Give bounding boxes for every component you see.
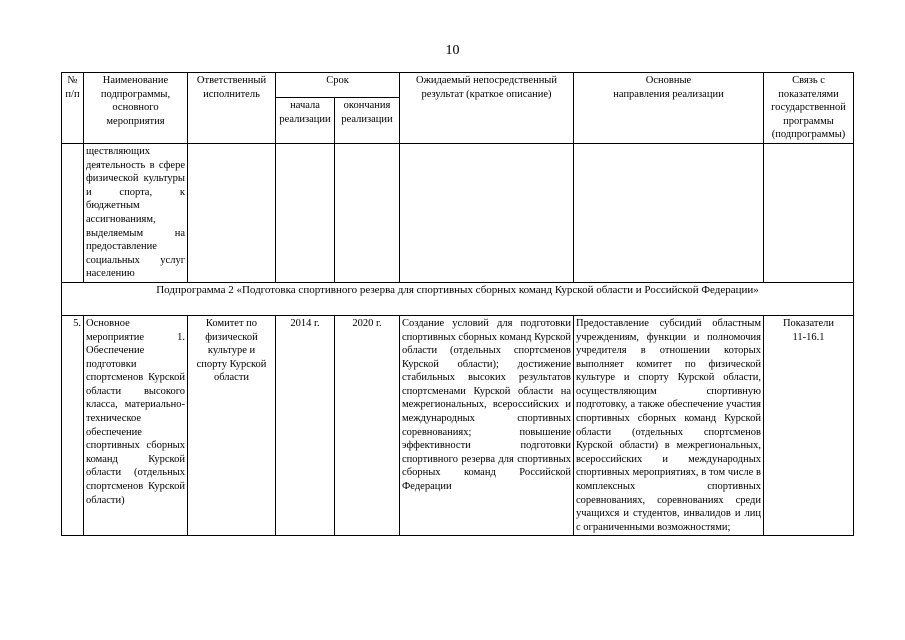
- header-responsible: Ответственный исполнитель: [188, 73, 276, 144]
- header-name: Наименование подпрограммы, основного мероприятия: [84, 73, 188, 144]
- table-row: [62, 315, 854, 536]
- row-link: Показатели 11-16.1: [764, 315, 854, 536]
- row-start: 2014 г.: [276, 315, 335, 536]
- subprogram-title: Подпрограмма 2 «Подготовка спортивного резерва для спортивных сборных команд Курской области и Российской Федерации»: [62, 282, 854, 315]
- continuation-num-cell: [62, 143, 84, 282]
- header-directions: Основные направления реализации: [574, 73, 764, 144]
- row-num: 5.: [62, 315, 84, 536]
- continuation-result-cell: [400, 143, 574, 282]
- row-responsible: Комитет по физической культуре и спорту Курской области: [188, 315, 276, 536]
- continuation-name-cell: ществляющих деятельность в сфере физической культуры и спорта, к бюджетным ассигнованиям, выделяемым на предоставление социальных услуг населению: [84, 143, 188, 282]
- header-start: начала реализации: [276, 98, 335, 144]
- subprogram-row: [62, 282, 854, 315]
- row-directions: Предоставление субсидий областным учреждениям, функции и полномочия учредителя в отношении которых выполняет комитет по физической культуре и спорту Курской области, осуществляющим спортивную подготовку, а также обеспечение участия спортивных сборных команд Курской области (отдельных спортсменов Курской области) в межрегиональных, всероссийских и международных спортивных мероприятиях, в том числе в комплексных спортивных соревнованиях, соревнованиях среди учащихся и студентов, инвалидов и лиц с ограниченными возможностями;: [574, 315, 764, 536]
- continuation-start-cell: [276, 143, 335, 282]
- continuation-resp-cell: [188, 143, 276, 282]
- continuation-link-cell: [764, 143, 854, 282]
- continuation-row: [62, 143, 854, 282]
- header-result: Ожидаемый непосредственный результат (краткое описание): [400, 73, 574, 144]
- program-table: [61, 72, 854, 536]
- row-end: 2020 г.: [335, 315, 400, 536]
- page-number: 10: [445, 43, 460, 58]
- continuation-directions-cell: [574, 143, 764, 282]
- continuation-end-cell: [335, 143, 400, 282]
- header-end: окончания реализации: [335, 98, 400, 144]
- header-row: [62, 73, 854, 98]
- row-result: Создание условий для подготовки спортивных сборных команд Курской области (отдельных спортсменов Курской области); достижение стабильных высоких результатов спортсменами Курской области на межрегиональных, всероссийских и международных спортивных соревнованиях; повышение эффективности подготовки спортивного резерва для спортивных сборных команд Российской Федерации: [400, 315, 574, 536]
- header-num: № п/п: [62, 73, 84, 144]
- header-link: Связь с показателями государственной программы (подпрограммы): [764, 73, 854, 144]
- header-term: Срок: [276, 73, 400, 98]
- row-name: Основное мероприятие 1. Обеспечение подготовки спортсменов Курской области высокого класса, материально-техническое обеспечение спортивных сборных команд Курской области (отдельных спортсменов Курской области): [84, 315, 188, 536]
